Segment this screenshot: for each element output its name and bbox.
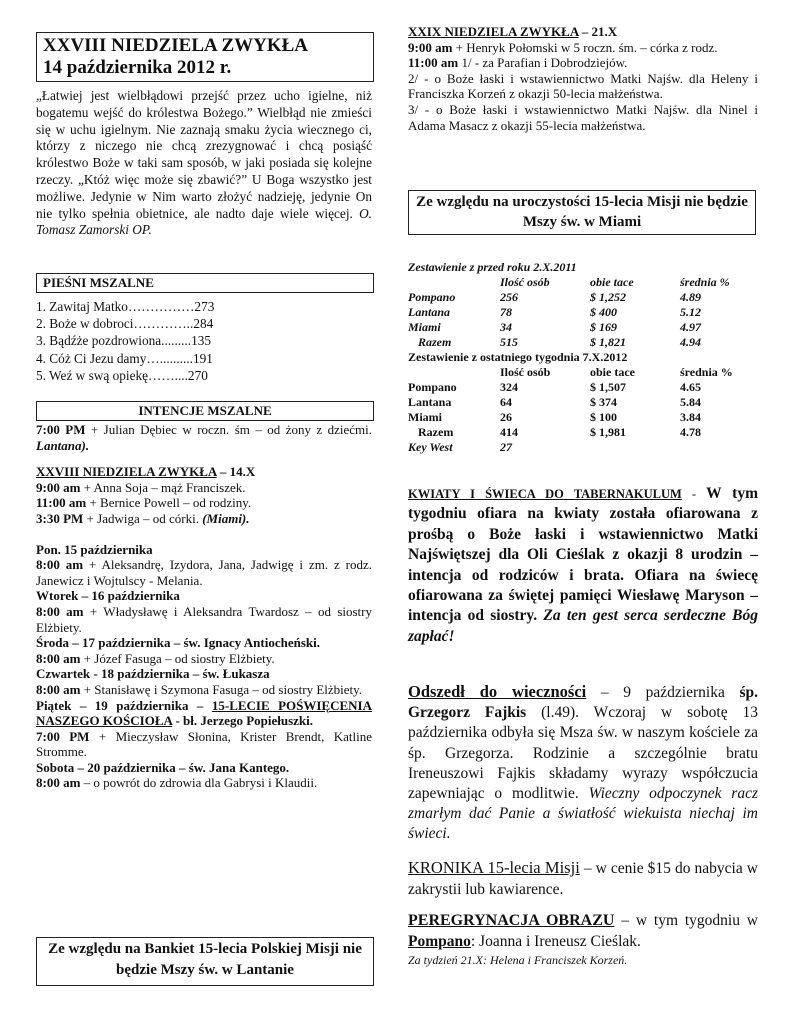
intention-item: 7:00 PM + Mieczysław Słonina, Krister Brendt, Katline Stromme. [36,728,372,760]
stats-row: Key West 27 [408,440,512,454]
song-item: 1. Zawitaj Matko……………273 [36,299,215,314]
obituary-name: śp. Grzegorz Fajkis [408,684,758,722]
intention-item: 3/ - o Boże łaski i wstawiennictwo Matki Najśw. dla Ninel i Adama Masacz z okazji 55-lecia małżeństwa. [408,101,758,133]
song-item: 2. Boże w dobroci…………..284 [36,316,214,332]
intention-item: 3:30 PM + Jadwiga – od córki. (Miami). [36,510,250,526]
songs-header: PIEŚNI MSZALNE [36,273,374,293]
songs-list [36,298,372,384]
stats-row: Razem 515 $ 1,821 4.94 [418,335,701,349]
flowers-heading: KWIATY I ŚWIECA DO TABERNAKULUM [408,487,682,501]
reflection [36,88,372,239]
intention-item: 8:00 am + Aleksandrę, Izydora, Jana, Jadwigę i zm. z rodz. Janewicz i Wojtulscy - Melania. [36,557,372,588]
stats-title-2012: Zestawienie z ostatniego tygodnia 7.X.2012 [408,350,628,364]
stats-title-2011: Zestawienie z przed roku 2.X.2011 [408,260,577,274]
intention-item: 8:00 am + Władysławę i Aleksandra Twardosz – od siostry Elżbiety. [36,603,372,635]
reflection-author: O. Tomasz Zamorski OP. [36,205,372,238]
obituary-section: Odszedł do wieczności – 9 października śp. Grzegorz Fajkis (l.49). Wczoraj w sobotę 13 października odbyła się Msza św. w naszym kościele za śp. Grzegorza. Rodzinie a szczególnie bratu Ireneuszowi Fajkis składamy wyrazy współczucia zapewniając o modlitwie. Wieczny odpoczynek racz zmarłym dać Panie a światłość wiekuista niechaj im świeci. [408,682,758,843]
flowers-closing: Za ten gest serca serdeczne Bóg zapłać! [408,607,758,645]
chronicle-heading: KRONIKA 15-lecia Misji [408,858,580,877]
day-heading: Sobota – 20 października – św. Jana Kantego. [36,759,290,775]
intention-item: 2/ - o Boże łaski i wstawiennictwo Matki Najśw. dla Heleny i Franciszka Korzeń z okazji 50-lecia małżeństwa. [408,70,758,102]
intention-item: 8:00 am + Józef Fasuga – od siostry Elżbiety. [36,650,275,666]
reflection-text: „Łatwiej jest wielbłądowi przejść przez ucho igielne, niż bogatemu wejść do królestwa Bożego.” Wielbłąd nie zmieści się w uchu igielnym. Nie zaznają smaku życia wiecznego ci, którzy z niczego nie chcą zrezygnować i chcą posiąść królestwo Boże w taki sam sposób, w jaki posiada się kolejne rzeczy. „Któż więc może się zbawić?” U Boga wszystko jest możliwe. Jedynie w Nim warto złożyć nadzieję, jedynie On nie tylko spełnia obietnice, ale nadto daje wiele więcej. [36,88,372,221]
stats-row: Razem 414 $ 1,981 4.78 [418,425,701,439]
stats-row: Pompano 256 $ 1,252 4.89 [408,290,701,304]
day-heading: Piątek – 19 października – 15-LECIE POŚWIĘCENIA NASZEGO KOŚCIOŁA - bł. Jerzego Popiełuszki. [36,697,373,729]
intention-item: 9:00 am + Henryk Połomski w 5 roczn. śm. – córka z rodz. [408,39,718,55]
stats-section [408,260,758,455]
chronicle-section: KRONIKA 15-lecia Misji – w cenie $15 do nabycia w zakrystii lub kawiarence. [408,858,758,898]
stats-row: Lantana 64 $ 374 5.84 [408,395,701,409]
day-heading: Pon. 15 października [36,541,153,557]
stats-row: Miami 34 $ 169 4.97 [408,320,701,334]
stats-row: Lantana 78 $ 400 5.12 [408,305,701,319]
day-heading: Czwartek - 18 października – św. Łukasza [36,666,270,682]
obituary-heading: Odszedł do wieczności [408,682,587,701]
stats-table-2011: Ilość osób obie tace średnia % Pompano 256 $ 1,252 4.89 Lantana 78 $ 400 5.12 Miami 34 $ 169 4.97 Razem 515 $ 1,821 4.94 [408,275,750,350]
title-box [36,32,374,82]
day-heading: Środa – 17 października – św. Ignacy Antiocheński. [36,635,321,651]
next-sunday: XXIX NIEDZIELA ZWYKŁA – 21.X 9:00 am + Henryk Połomski w 5 roczn. śm. – córka z rodz. 11:00 am 1/ - za Parafian i Dobrodziejów. 2/ - o Boże łaski i wstawiennictwo Matki Najśw. dla Heleny i Franciszka Korzeń z okazji 50-lecia małżeństwa. 3/ - o Boże łaski i wstawiennictwo Matki Najśw. dla Ninel i Adama Masacz z okazji 55-lecia małżeństwa. [408,24,758,133]
lantana-notice: Ze względu na Bankiet 15-lecia Polskiej Misji nie będzie Mszy św. w Lantanie [36,937,374,986]
song-item: 3. Bądźże pozdrowiona.........135 [36,333,212,349]
intention-item: 11:00 am 1/ - za Parafian i Dobrodziejów. [408,55,628,71]
intention-item: 9:00 am + Anna Soja – mąż Franciszek. [36,479,246,495]
day-heading: Wtorek – 16 października [36,588,180,604]
page-date: 14 października 2012 r. [43,57,232,78]
pilgrimage-section: PEREGRYNACJA OBRAZU – w tym tygodniu w Pompano: Joanna i Ireneusz Cieślak. Za tydzień 21.X: Helena i Franciszek Korzeń. [408,912,758,967]
song-item: 5. Weź w swą opiekę……....270 [36,367,208,383]
flowers-section: KWIATY I ŚWIECA DO TABERNAKULUM - W tym tygodniu ofiara na kwiaty została ofiarowana z prośbą o Boże łaski i wstawiennictwo Matki Najświętszej dla Oli Cieślak z okazji 8 urodzin – intencja od rodziców i brata. Ofiara na świecę ofiarowana za świętej pamięci Wiesławę Maryson – intencja od siostry. Za ten gest serca serdeczne Bóg zapłać! [408,485,758,645]
intentions-header: INTENCJE MSZALNE [36,401,374,421]
pilgrimage-place: Pompano [408,932,471,950]
intention-first: 7:00 PM + Julian Dębiec w roczn. śm – od żony z dziećmi. Lantana). [36,422,372,453]
intention-item: 11:00 am + Bernice Powell – od rodziny. [36,495,252,511]
intention-item: 8:00 am – o powrót do zdrowia dla Gabrysi i Klaudii. [36,775,318,791]
stats-table-2012: Ilość osób obie tace średnia % Pompano 324 $ 1,507 4.65 Lantana 64 $ 374 5.84 Miami 26 $ 100 3.84 Razem 414 $ 1,981 4.78 Key West 27 [408,365,750,455]
stats-row: Miami 26 $ 100 3.84 [408,410,701,424]
sunday-heading: XXVIII NIEDZIELA ZWYKŁA – 14.X [36,464,256,480]
stats-row: Pompano 324 $ 1,507 4.65 [408,380,701,394]
obituary-prayer: Wieczny odpoczynek racz zmarłym dać Panie a światłość wiekuista niechaj im świeci. [408,785,758,843]
miami-notice: Ze względu na uroczystości 15-lecia Misji nie będzie Mszy św. w Miami [408,190,756,235]
intention-item: 8:00 am + Stanisławę i Szymona Fasuga – od siostry Elżbiety. [36,681,363,697]
flowers-text: W tym tygodniu ofiara na kwiaty została ofiarowana z prośbą o Boże łaski i wstawiennictwo Matki Najświętszej dla Oli Cieślak z okazji 8 urodzin – intencja od rodziców i brata. Ofiara na świecę ofiarowana za świętej pamięci Wiesławę Maryson – intencja od siostry. [408,485,758,625]
pilgrimage-heading: PEREGRYNACJA OBRAZU [408,912,615,929]
page-title: XXVIII NIEDZIELA ZWYKŁA [43,35,309,56]
pilgrimage-next: Za tydzień 21.X: Helena i Franciszek Korzeń. [408,953,628,967]
song-item: 4. Cóż Ci Jezu damy…..........191 [36,350,213,366]
intentions-list [36,422,372,791]
